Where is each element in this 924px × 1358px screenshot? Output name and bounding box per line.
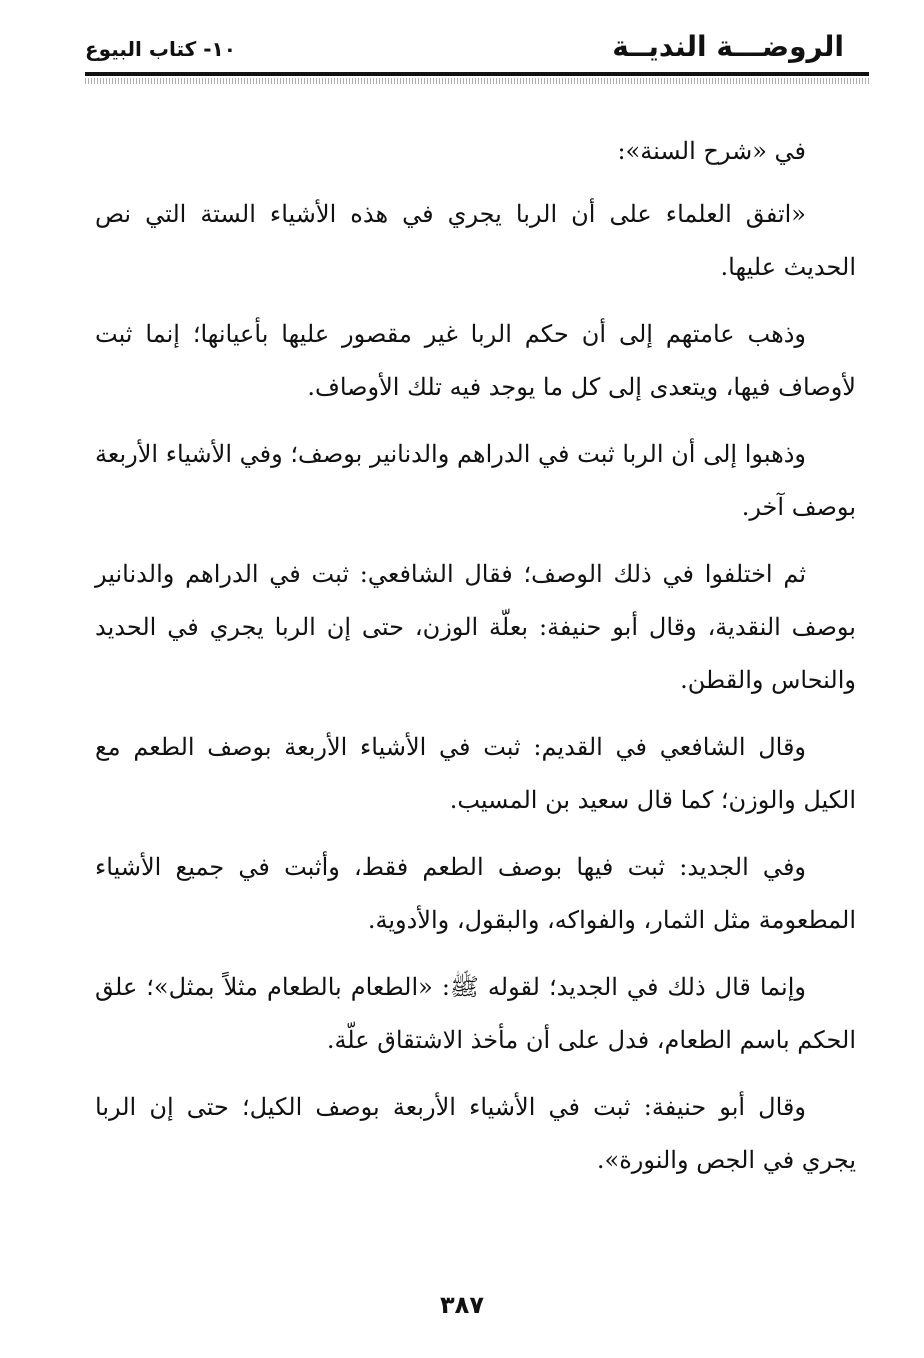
header-rule <box>85 72 869 76</box>
paragraph-9: وقال أبو حنيفة: ثبت في الأشياء الأربعة بوصف الكيل؛ حتى إن الربا يجري في الجص والنورة». <box>95 1093 856 1174</box>
page-body <box>95 125 856 1201</box>
paragraph-4: وذهبوا إلى أن الربا ثبت في الدراهم والدنانير بوصف؛ وفي الأشياء الأربعة بوصف آخر. <box>95 440 856 521</box>
paragraph-3: وذهب عامتهم إلى أن حكم الربا غير مقصور عليها بأعيانها؛ إنما ثبت لأوصاف فيها، ويتعدى إلى كل ما يوجد فيه تلك الأوصاف. <box>95 320 856 401</box>
paragraph-8: وإنما قال ذلك في الجديد؛ لقوله ﷺ: «الطعام بالطعام مثلاً بمثل»؛ علق الحكم باسم الطعام، فدل على أن مأخذ الاشتقاق علّة. <box>95 973 856 1054</box>
header-rule-shade <box>85 78 869 84</box>
paragraph-5: ثم اختلفوا في ذلك الوصف؛ فقال الشافعي: ثبت في الدراهم والدنانير بوصف النقدية، وقال أبو حنيفة: بعلّة الوزن، حتى إن الربا يجري في الحديد والنحاس والقطن. <box>95 560 856 694</box>
paragraph-2: «اتفق العلماء على أن الربا يجري في هذه الأشياء الستة التي نص الحديث عليها. <box>95 200 856 281</box>
book-title: الروضـــة النديــة <box>612 30 844 63</box>
page-number: ٣٨٧ <box>440 1291 484 1319</box>
paragraph-1: في «شرح السنة»: <box>617 137 806 165</box>
paragraph-6: وقال الشافعي في القديم: ثبت في الأشياء الأربعة بوصف الطعم مع الكيل والوزن؛ كما قال سعيد بن المسيب. <box>95 733 856 814</box>
paragraph-7: وفي الجديد: ثبت فيها بوصف الطعم فقط، وأثبت في جميع الأشياء المطعومة مثل الثمار، والفواكه، والبقول، والأدوية. <box>95 853 856 934</box>
running-header <box>85 28 844 72</box>
chapter-title: ١٠- كتاب البيوع <box>85 37 236 61</box>
